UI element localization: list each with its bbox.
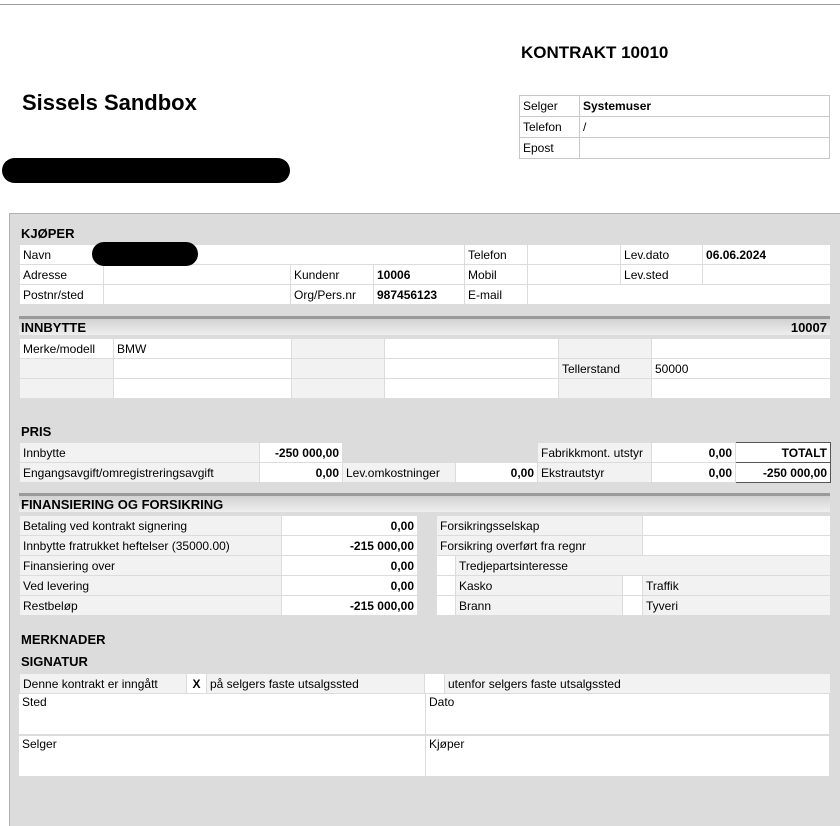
buyer-mobile-label: Mobil: [465, 265, 528, 285]
registration-fee-value: 0,00: [260, 463, 343, 483]
finance-title: FINANSIERING OG FORSIKRING: [21, 497, 224, 512]
brann-checkbox[interactable]: [437, 596, 456, 616]
tyveri-checkbox[interactable]: [623, 596, 643, 616]
price-trade-in-value: -250 000,00: [260, 443, 343, 463]
price-section-title: PRIS: [21, 424, 52, 439]
customer-number-value: 10006: [374, 265, 465, 285]
buyer-postal-label: Postnr/sted: [20, 285, 104, 305]
seller-email-value: [580, 138, 830, 159]
finance-row-value: -215 000,00: [282, 536, 418, 556]
traffik-checkbox[interactable]: [623, 576, 643, 596]
redaction-mark: [92, 242, 198, 266]
date-label: Dato: [429, 695, 455, 709]
odometer-value: 50000: [652, 359, 831, 379]
trade-in-cell: [114, 379, 292, 399]
seller-signature-field[interactable]: [19, 736, 426, 776]
buyer-phone-value: [528, 245, 621, 265]
price-table: [19, 442, 831, 483]
signature-section-title: SIGNATUR: [21, 654, 88, 669]
make-model-label: Merke/modell: [20, 339, 114, 359]
buyer-email-label: E-mail: [465, 285, 528, 305]
make-model-value: BMW: [114, 339, 292, 359]
delivery-place-label: Lev.sted: [621, 265, 703, 285]
place-field[interactable]: [19, 694, 426, 734]
seller-label: Selger: [520, 96, 580, 117]
finance-table: [19, 515, 418, 616]
trade-in-header: [19, 316, 830, 335]
traffik-label: Traffik: [643, 576, 831, 596]
finance-row-label: Finansiering over: [20, 556, 282, 576]
seller-phone-label: Telefon: [520, 117, 580, 138]
outside-premises-checkbox[interactable]: [425, 674, 445, 694]
trade-in-number: 10007: [790, 320, 827, 335]
date-field[interactable]: [426, 694, 830, 734]
org-number-value: 987456123: [374, 285, 465, 305]
kasko-checkbox[interactable]: [437, 576, 456, 596]
delivery-date-value: 06.06.2024: [703, 245, 831, 265]
trade-in-cell: [292, 359, 385, 379]
finance-row-value: -215 000,00: [282, 596, 418, 616]
trade-in-cell: [114, 359, 292, 379]
buyer-signature-field[interactable]: [426, 736, 830, 776]
company-name: Sissels Sandbox: [22, 90, 197, 115]
third-party-label: Tredjepartsinteresse: [456, 556, 831, 576]
org-number-label: Org/Pers.nr: [291, 285, 374, 305]
seller-premises-label: på selgers faste utsalgssted: [207, 674, 425, 694]
customer-number-label: Kundenr: [291, 265, 374, 285]
trade-in-cell: [559, 339, 652, 359]
brann-label: Brann: [456, 596, 623, 616]
delivery-place-value: [703, 265, 831, 285]
buyer-mobile-value: [528, 265, 621, 285]
seller-value: Systemuser: [580, 96, 830, 117]
third-party-checkbox[interactable]: [437, 556, 456, 576]
kasko-label: Kasko: [456, 576, 623, 596]
redaction-mark: [2, 158, 290, 183]
contract-title: KONTRAKT 10010: [521, 43, 669, 62]
delivery-cost-label: Lev.omkostninger: [343, 463, 456, 483]
seller-signature-label: Selger: [22, 737, 57, 751]
insurance-table: [436, 515, 831, 616]
odometer-label: Tellerstand: [559, 359, 652, 379]
trade-in-title: INNBYTTE: [21, 320, 86, 335]
trade-in-cell: [385, 359, 559, 379]
remarks-section-title: MERKNADER: [21, 632, 106, 647]
factory-equipment-label: Fabrikkmont. utstyr: [538, 443, 652, 463]
total-value: -250 000,00: [736, 463, 831, 483]
trade-in-table: [19, 338, 831, 399]
price-cell: [343, 443, 538, 463]
contract-entered-label: Denne kontrakt er inngått: [20, 674, 187, 694]
delivery-cost-value: 0,00: [456, 463, 538, 483]
extra-equipment-value: 0,00: [652, 463, 736, 483]
outside-premises-label: utenfor selgers faste utsalgssted: [445, 674, 831, 694]
trade-in-cell: [652, 379, 831, 399]
seller-premises-checkbox[interactable]: X: [187, 674, 207, 694]
finance-row-label: Ved levering: [20, 576, 282, 596]
price-trade-in-label: Innbytte: [20, 443, 260, 463]
insurance-company-value: [643, 516, 831, 536]
buyer-signature-label: Kjøper: [429, 737, 465, 751]
tyveri-label: Tyveri: [643, 596, 831, 616]
trade-in-cell: [385, 379, 559, 399]
trade-in-cell: [652, 339, 831, 359]
buyer-postal-value: [104, 285, 291, 305]
finance-row-value: 0,00: [282, 556, 418, 576]
insurance-transfer-label: Forsikring overført fra regnr: [437, 536, 643, 556]
seller-email-label: Epost: [520, 138, 580, 159]
insurance-company-label: Forsikringsselskap: [437, 516, 643, 536]
buyer-address-value: [104, 265, 291, 285]
total-label: TOTALT: [736, 443, 831, 463]
buyer-address-label: Adresse: [20, 265, 104, 285]
finance-row-label: Restbeløp: [20, 596, 282, 616]
trade-in-cell: [20, 359, 114, 379]
place-label: Sted: [22, 695, 47, 709]
trade-in-cell: [292, 339, 385, 359]
buyer-phone-label: Telefon: [465, 245, 528, 265]
finance-row-label: Betaling ved kontrakt signering: [20, 516, 282, 536]
finance-row-value: 0,00: [282, 576, 418, 596]
finance-row-value: 0,00: [282, 516, 418, 536]
insurance-transfer-value: [643, 536, 831, 556]
buyer-email-value: [528, 285, 831, 305]
extra-equipment-label: Ekstrautstyr: [538, 463, 652, 483]
trade-in-cell: [20, 379, 114, 399]
trade-in-cell: [292, 379, 385, 399]
registration-fee-label: Engangsavgift/omregistreringsavgift: [20, 463, 260, 483]
finance-header: [19, 493, 830, 512]
finance-row-label: Innbytte fratrukket heftelser (35000.00): [20, 536, 282, 556]
seller-info-table: [519, 95, 830, 159]
trade-in-cell: [559, 379, 652, 399]
delivery-date-label: Lev.dato: [621, 245, 703, 265]
buyer-section-title: KJØPER: [21, 226, 75, 241]
top-divider: [0, 4, 840, 5]
factory-equipment-value: 0,00: [652, 443, 736, 463]
seller-phone-value: /: [580, 117, 830, 138]
signature-table: [19, 673, 831, 694]
trade-in-cell: [385, 339, 559, 359]
buyer-name-label: Navn: [20, 245, 104, 265]
